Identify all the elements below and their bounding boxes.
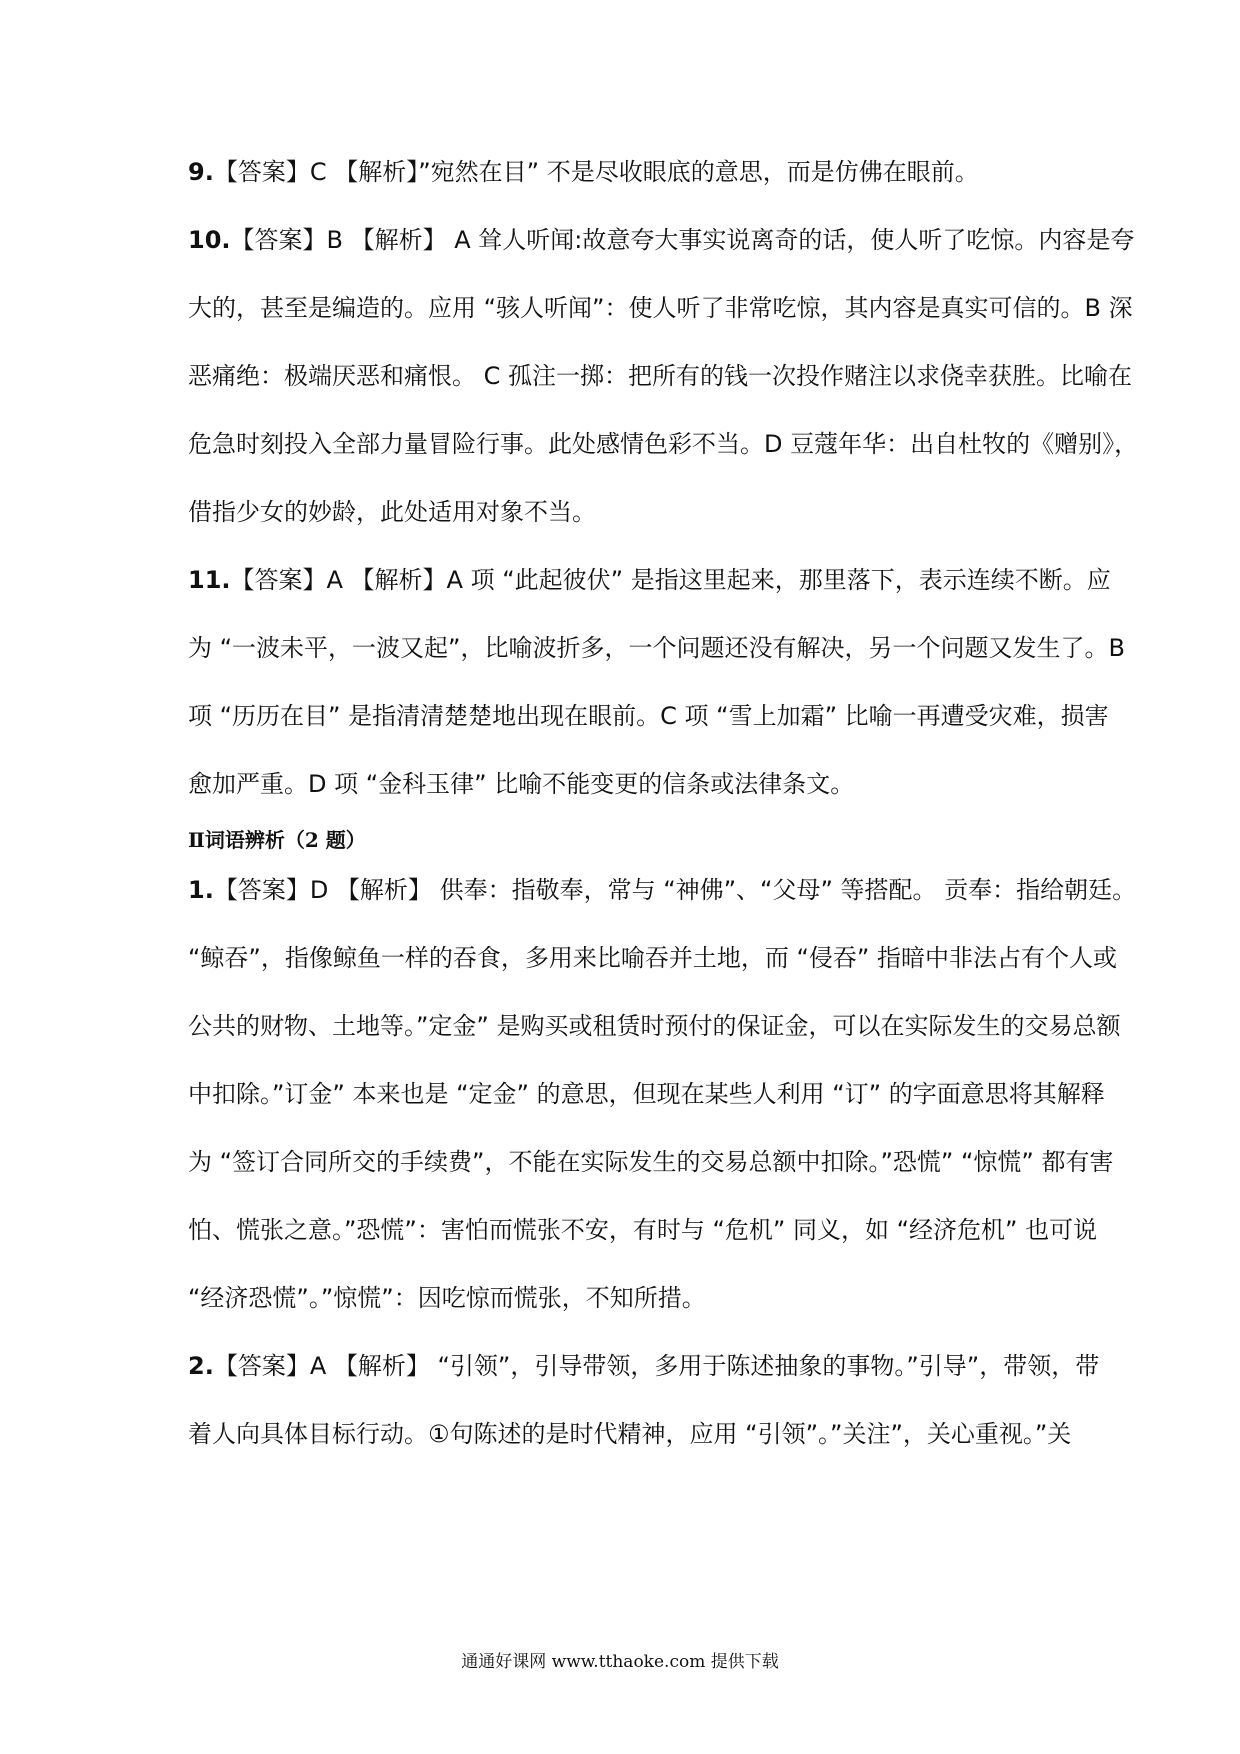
page-footer: 通通好课网 www.tthaoke.com 提供下载 [461,1652,779,1672]
s2q1-line-6: 怕、慌张之意。”恐慌”：害怕而慌张不安，有时与 “危机” 同义，如 “经济危机” 也可说 [188,1216,1098,1244]
s2q2-line-1 [188,1350,1099,1382]
s2q1-line-1 [188,874,1136,906]
q10-line-2: 大的，甚至是编造的。应用 “骇人听闻”：使人听了非常吃惊，其内容是真实可信的。B 深 [188,294,1133,322]
q10-number: 10. [188,226,231,254]
s2q1-line-3: 公共的财物、土地等。”定金” 是购买或租赁时预付的保证金，可以在实际发生的交易总额 [188,1012,1121,1040]
q11-line-1 [188,564,1111,596]
q10-line-4: 危急时刻投入全部力量冒险行事。此处感情色彩不当。D 豆蔻年华：出自杜牧的《赠别》， [188,430,1139,458]
s2q1-line-2: “鲸吞”，指像鲸鱼一样的吞食，多用来比喻吞并土地，而 “侵吞” 指暗中非法占有个人或 [188,944,1117,972]
s2q1-line-5: 为 “签订合同所交的手续费”，不能在实际发生的交易总额中扣除。”恐慌” “惊慌” 都有害 [188,1148,1114,1176]
q11-line-4: 愈加严重。D 项 “金科玉律” 比喻不能变更的信条或法律条文。 [188,770,855,798]
s2q1-number: 1. [188,876,214,904]
q9-text-1: 【答案】C 【解析】”宛然在目” 不是尽收眼底的意思，而是仿佛在眼前。 [213,158,979,186]
q9-number: 9. [188,158,214,186]
s2q1-text-1: 【答案】D 【解析】 供奉：指敬奉，常与 “神佛”、“父母” 等搭配。 贡奉：指给朝廷。 [213,876,1137,904]
s2q2-number: 2. [188,1352,214,1380]
q11-line-2: 为 “一波未平，一波又起”，比喻波折多，一个问题还没有解决，另一个问题又发生了。B [188,634,1125,662]
q10-line-3: 恶痛绝：极端厌恶和痛恨。 C 孤注一掷：把所有的钱一次投作赌注以求侥幸获胜。比喻在 [188,362,1133,390]
s2q2-text-1: 【答案】A 【解析】 “引领”，引导带领，多用于陈述抽象的事物。”引导”，带领，带 [213,1352,1100,1380]
q10-line-1 [188,224,1134,256]
q9-line-1 [188,156,979,188]
s2q1-line-4: 中扣除。”订金” 本来也是 “定金” 的意思，但现在某些人利用 “订” 的字面意思将其解释 [188,1080,1105,1108]
q11-text-1: 【答案】A 【解析】A 项 “此起彼伏” 是指这里起来，那里落下，表示连续不断。应 [230,566,1111,594]
s2q2-line-2: 着人向具体目标行动。①句陈述的是时代精神，应用 “引领”。”关注”，关心重视。”关 [188,1420,1072,1448]
s2q1-line-7: “经济恐慌”。”惊慌”：因吃惊而慌张，不知所措。 [188,1284,706,1312]
q10-text-1: 【答案】B 【解析】 A 耸人听闻:故意夸大事实说离奇的话，使人听了吃惊。内容是夸 [230,226,1135,254]
q11-line-3: 项 “历历在目” 是指清清楚楚地出现在眼前。C 项 “雪上加霜” 比喻一再遭受灾难，损害 [188,702,1109,730]
q10-line-5: 借指少女的妙龄，此处适用对象不当。 [188,498,596,526]
section-heading: Ⅱ词语辨析（2 题） [188,828,366,852]
q11-number: 11. [188,566,231,594]
